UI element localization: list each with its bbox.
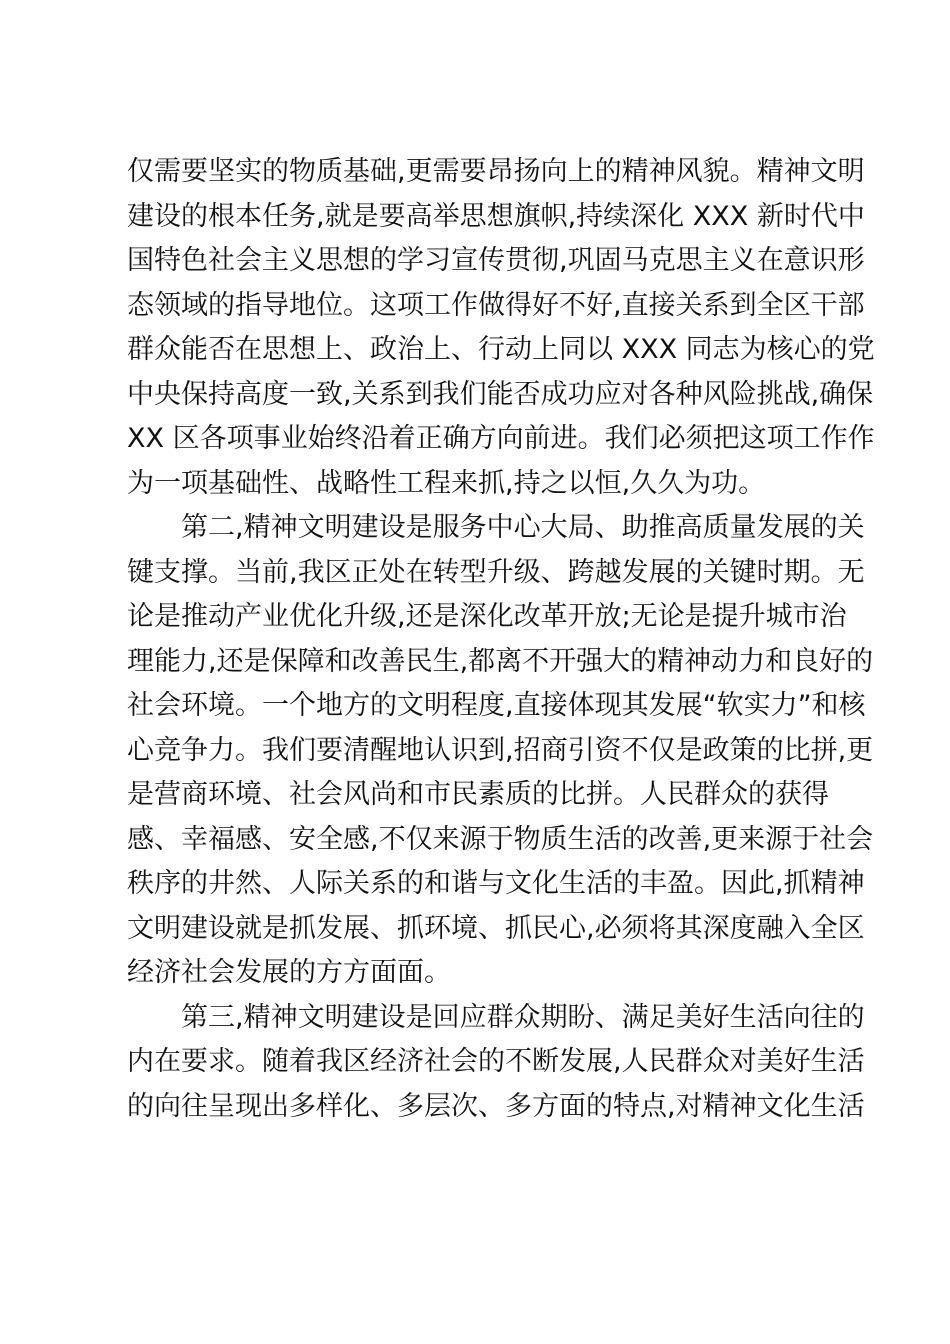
text-line: 理能力,还是保障和改善民生,都离不开强大的精神动力和良好的 bbox=[127, 645, 874, 677]
text-line: 群众能否在思想上、政治上、行动上同以 XXX 同志为核心的党 bbox=[127, 334, 875, 365]
text-line: 内在要求。随着我区经济社会的不断发展,人民群众对美好生活 bbox=[127, 1046, 865, 1077]
text-line: 文明建设就是抓发展、抓环境、抓民心,必须将其深度融入全区 bbox=[127, 912, 865, 944]
text-line: 论是推动产业优化升级,还是深化改革开放;无论是提升城市治 bbox=[127, 601, 847, 632]
text-line: 秩序的井然、人际关系的和谐与文化生活的丰盈。因此,抓精神 bbox=[127, 868, 865, 899]
text-line: 心竞争力。我们要清醒地认识到,招商引资不仅是政策的比拼,更 bbox=[127, 734, 874, 766]
text-line: 是营商环境、社会风尚和市民素质的比拼。人民群众的获得 bbox=[127, 779, 829, 810]
text-line: 键支撑。当前,我区正处在转型升级、跨越发展的关键时期。无 bbox=[127, 556, 865, 588]
text-line: 建设的根本任务,就是要高举思想旗帜,持续深化 XXX 新时代中 bbox=[127, 200, 865, 232]
text-line: 仅需要坚实的物质基础,更需要昂扬向上的精神风貌。精神文明 bbox=[127, 156, 865, 187]
paragraph-first-line: 第三,精神文明建设是回应群众期盼、满足美好生活向往的 bbox=[181, 1001, 865, 1033]
text-line: 社会环境。一个地方的文明程度,直接体现其发展“软实力”和核 bbox=[127, 690, 866, 721]
text-line: 感、幸福感、安全感,不仅来源于物质生活的改善,更来源于社会 bbox=[127, 823, 874, 855]
body-text bbox=[127, 150, 875, 1129]
text-line: 的向往呈现出多样化、多层次、多方面的特点,对精神文化生活 bbox=[127, 1090, 865, 1122]
text-line: XX 区各项事业始终沿着正确方向前进。我们必须把这项工作作 bbox=[127, 423, 875, 454]
paragraph-first-line: 第二,精神文明建设是服务中心大局、助推高质量发展的关 bbox=[181, 512, 865, 543]
text-line: 国特色社会主义思想的学习宣传贯彻,巩固马克思主义在意识形 bbox=[127, 245, 865, 276]
text-line: 中央保持高度一致,关系到我们能否成功应对各种风险挑战,确保 bbox=[127, 378, 874, 410]
text-line: 为一项基础性、战略性工程来抓,持之以恒,久久为功。 bbox=[127, 467, 766, 499]
text-line: 态领域的指导地位。这项工作做得好不好,直接关系到全区干部 bbox=[127, 289, 865, 321]
text-line: 经济社会发展的方方面面。 bbox=[127, 957, 451, 988]
